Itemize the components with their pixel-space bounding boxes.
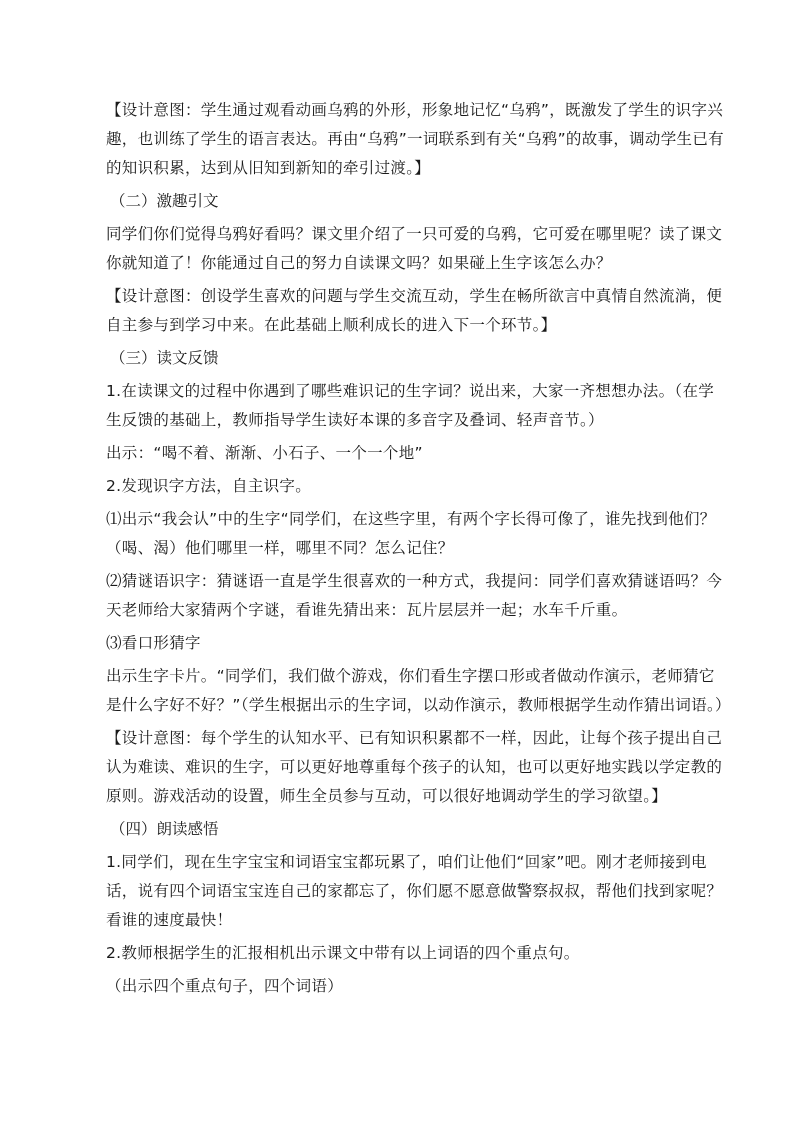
body-paragraph: 2.教师根据学生的汇报相机出示课文中带有以上词语的四个重点句。 [106,944,580,962]
body-paragraph: ⑵猜谜语识字：猜谜语一直是学生很喜欢的一种方式，我提问：同学们喜欢猜谜语吗？今天老师给大家猜两个字谜，看谁先猜出来：瓦片层层并一起；水车千斤重。 [106,572,723,619]
body-paragraph: ⑴出示“我会认”中的生字“同学们，在这些字里，有两个字长得可像了，谁先找到他们？（喝、渴）他们哪里一样，哪里不同？怎么记住？ [106,510,716,557]
section-heading: （三）读文反馈 [110,349,219,367]
body-paragraph: ⑶看口形猜字 [106,634,201,652]
body-paragraph: 出示生字卡片。“同学们，我们做个游戏，你们看生字摆口形或者做动作演示，老师猜它是什么字好不好？”（学生根据出示的生字词，以动作演示，教师根据学生动作猜出词语。） [106,667,731,714]
document-body [106,96,731,1001]
design-intent-paragraph: 【设计意图：每个学生的认知水平、已有知识积累都不一样，因此，让每个孩子提出自己认为难读、难识的生字，可以更好地尊重每个孩子的认知，也可以更好地实践以学定教的原则。游戏活动的设置，师生全员参与互动，可以很好地调动学生的学习欲望。】 [106,729,723,805]
body-paragraph: 2.发现识字方法，自主识字。 [106,477,311,495]
body-paragraph: 同学们你们觉得乌鸦好看吗？课文里介绍了一只可爱的乌鸦，它可爱在哪里呢？读了课文你就知道了！你能通过自己的努力自读课文吗？如果碰上生字该怎么办？ [106,225,723,272]
design-intent-paragraph: 【设计意图：创设学生喜欢的问题与学生交流互动，学生在畅所欲言中真情自然流淌，便自主参与到学习中来。在此基础上顺利成长的进入下一个环节。】 [106,287,723,334]
body-paragraph: （出示四个重点句子，四个词语） [106,977,344,995]
body-paragraph: 1.同学们，现在生字宝宝和词语宝宝都玩累了，咱们让他们“回家”吧。刚才老师接到电话，说有四个词语宝宝连自己的家都忘了，你们愿不愿意做警察叔叔，帮他们找到家呢？看谁的速度最快！ [106,853,723,929]
section-heading: （二）激趣引文 [110,192,219,210]
body-paragraph: 1.在读课文的过程中你遇到了哪些难识记的生字词？说出来，大家一齐想想办法。（在学生反馈的基础上，教师指导学生读好本课的多音字及叠词、轻声音节。） [106,382,715,429]
body-paragraph: 出示：“喝不着、渐渐、小石子、一个一个地” [106,444,423,462]
design-intent-paragraph: 【设计意图：学生通过观看动画乌鸦的外形，形象地记忆“乌鸦”，既激发了学生的识字兴趣，也训练了学生的语言表达。再由“乌鸦”一词联系到有关“乌鸦”的故事，调动学生已有的知识积累，达到从旧知到新知的牵引过渡。】 [106,101,724,177]
section-heading: （四）朗读感悟 [110,820,219,838]
